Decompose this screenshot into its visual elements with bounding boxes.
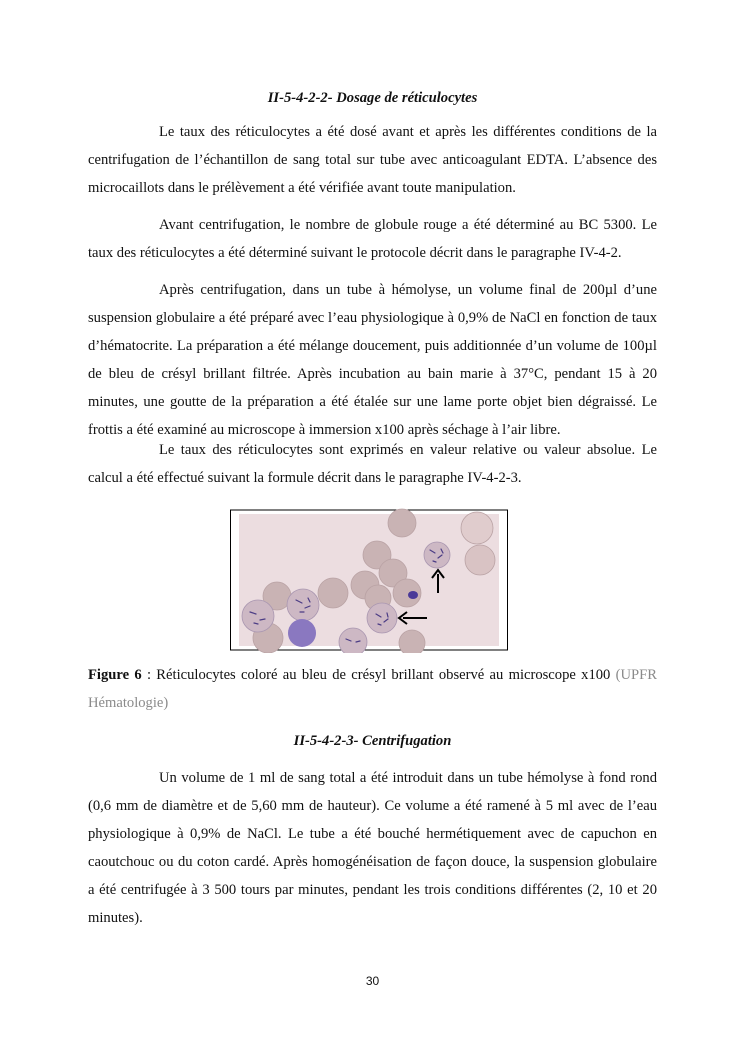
paragraph: Avant centrifugation, le nombre de globule rouge a été déterminé au BC 5300. Le taux des réticulocytes a été déterminé suivant le protocole décrit dans le paragraphe IV-4-2. — [88, 217, 657, 261]
page-number: 30 — [365, 974, 380, 988]
section-heading: II-5-4-2-2- Dosage de réticulocytes — [267, 90, 478, 106]
paragraph: Après centrifugation, dans un tube à hémolyse, un volume final de 200µl d’une suspension globulaire a été préparé avec l’eau physiologique à 0,9% de NaCl en fonction de taux d’hématocrite. La préparation a été mélange doucement, puis additionnée d’un volume de 100µl de bleu de crésyl brillant filtrée. Après incubation au bain marie à 37°C, pendant 15 à 20 minutes, une goutte de la préparation a été étalée sur une lame porte objet bien dégraissé. Le frottis a été examiné au microscope à immersion x100 après séchage à l’air libre. — [88, 282, 657, 438]
caption-text: Réticulocytes coloré au bleu de crésyl brillant observé au microscope x100 — [156, 667, 616, 683]
caption-separator: : — [141, 667, 157, 683]
paragraph: Le taux des réticulocytes a été dosé avant et après les différentes conditions de la centrifugation de l’échantillon de sang total sur tube avec anticoagulant EDTA. L’absence des microcaillots dans le prélèvement a été vérifiée avant toute manipulation. — [88, 124, 657, 196]
caption-source: (UPFR Hématologie) — [88, 667, 657, 711]
figure-label: Figure 6 — [88, 667, 142, 683]
figure-caption — [88, 661, 657, 717]
paragraph: Un volume de 1 ml de sang total a été introduit dans un tube hémolyse à fond rond (0,6 mm de diamètre et de 5,60 mm de hauteur). Ce volume a été ramené à 5 ml avec de l’eau physiologique à 0,9% de NaCl. Le tube a été bouché hermétiquement avec de capuchon en caoutchouc ou du coton cardé. Après homogénéisation de façon douce, la suspension globulaire a été centrifugée à 3 500 tours par minutes, pendant les trois conditions différentes (2, 10 et 20 minutes). — [88, 770, 657, 926]
section-heading: II-5-4-2-3- Centrifugation — [293, 733, 452, 749]
paragraph: Le taux des réticulocytes sont exprimés en valeur relative ou valeur absolue. Le calcul a été effectué suivant la formule décrit dans le paragraphe IV-4-2-3. — [88, 442, 657, 486]
figure-microscope-image — [230, 508, 510, 653]
